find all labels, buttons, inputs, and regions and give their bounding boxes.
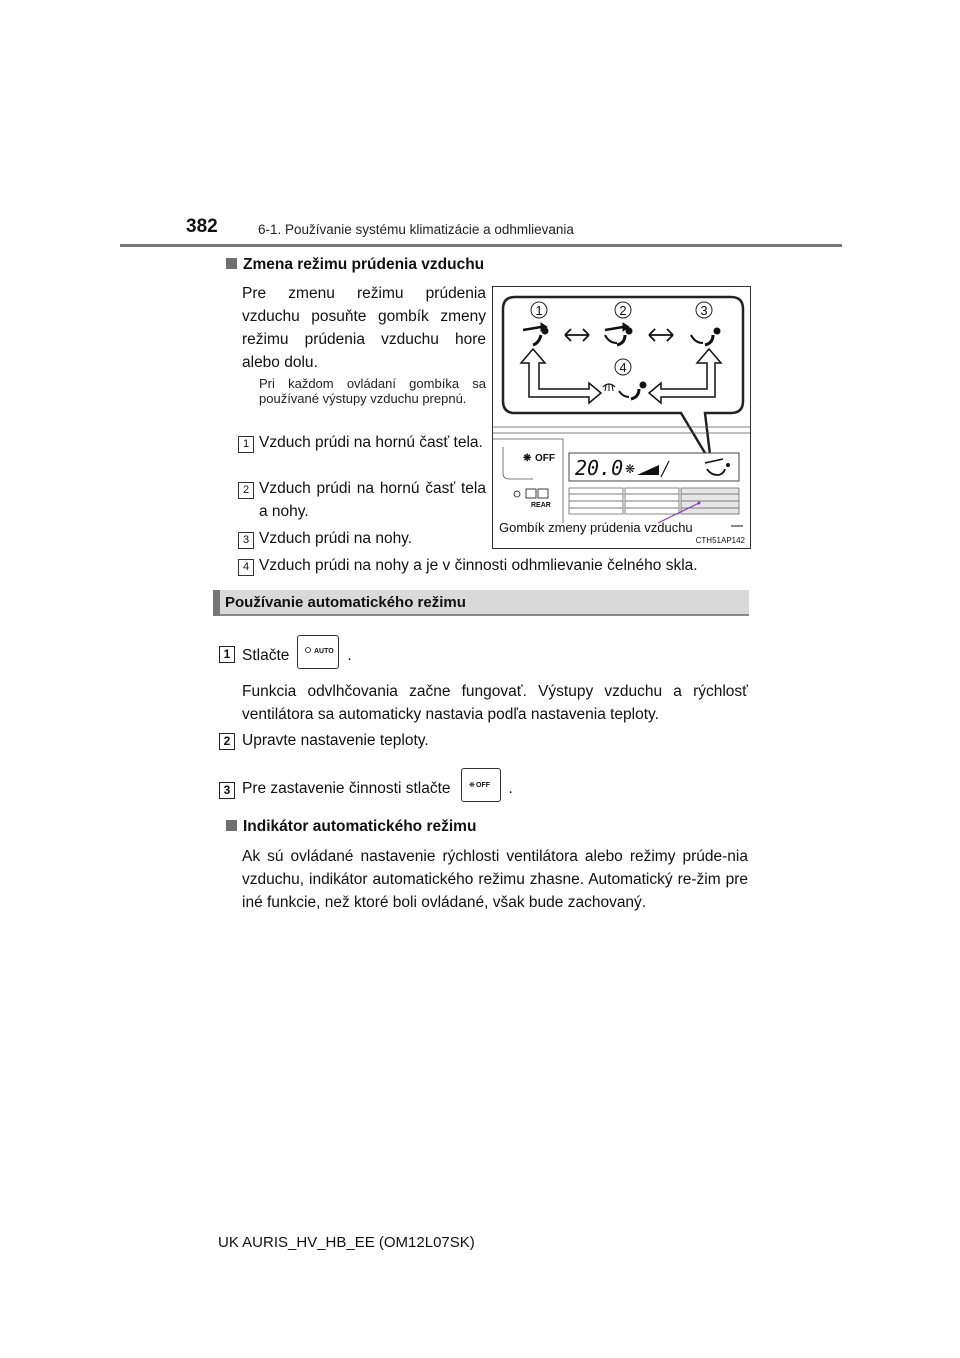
callout-2: 2: [619, 303, 627, 318]
knob-pointer-dot: [698, 502, 701, 505]
airflow-heading: Zmena režimu prúdenia vzduchu: [226, 256, 484, 274]
step-1-description: Funkcia odvlhčovania začne fungovať. Výstupy vzduchu a rýchlosť ventilátora sa automaticky nastavia podľa nastavenia teploty.: [242, 683, 748, 723]
heading-square-icon: [226, 258, 237, 269]
svg-text:❋: ❋: [523, 453, 532, 464]
section-bar: [213, 590, 749, 616]
heading-square-icon: [226, 820, 237, 831]
auto-button-svg: [298, 636, 338, 668]
callout-1: 1: [535, 303, 543, 318]
auto-button-label: AUTO: [314, 647, 335, 655]
indicator-heading: Indikátor automatického režimu: [226, 818, 476, 836]
item-number: 3: [238, 532, 254, 549]
figure-code: CTH51AP142: [695, 536, 745, 545]
item-number: 1: [238, 436, 254, 453]
step-3-line: Pre zastavenie činnosti stlačte ❋ OFF .: [242, 777, 513, 800]
svg-text:❋: ❋: [625, 462, 636, 476]
airflow-intro: Pre zmenu režimu prúdenia vzduchu posuňte gombík zmeny režimu prúdenia vzduchu hore alebo dolu.: [242, 285, 486, 371]
rear-label: REAR: [531, 502, 551, 509]
airflow-item-3: Vzduch prúdi na nohy.: [259, 530, 413, 547]
header-rule: [120, 244, 842, 247]
rear-defog-button: [514, 489, 551, 509]
section-bar-edge: [213, 590, 220, 616]
knob-label: Gombík zmeny prúdenia vzduchu: [499, 520, 693, 535]
display-temperature: 20.0: [575, 456, 624, 480]
fan-glyph-icon: ❋: [468, 780, 475, 789]
page-number: 382: [186, 216, 218, 237]
fan-off-button: [523, 453, 555, 464]
chapter-title: 6-1. Používanie systému klimatizácie a odhmlievania: [258, 222, 574, 237]
fan-off-button-svg: [462, 769, 500, 801]
footer-model-code: UK AURIS_HV_HB_EE (OM12L07SK): [218, 1234, 475, 1251]
callout-3: 3: [700, 303, 708, 318]
fan-off-button-icon: [461, 768, 501, 802]
fan-off-label: OFF: [535, 453, 555, 464]
airflow-item-1: Vzduch prúdi na hornú časť tela.: [259, 434, 483, 451]
airflow-item-2: Vzduch prúdi na hornú časť tela a nohy.: [259, 480, 486, 520]
step-1-line: Stlačte AUTO .: [242, 644, 352, 667]
auto-button-icon: [297, 635, 339, 669]
airflow-item-4: Vzduch prúdi na nohy a je v činnosti odhmlievanie čelného skla.: [259, 557, 698, 574]
section-title: Používanie automatického režimu: [225, 594, 466, 611]
callout-4: 4: [619, 360, 627, 375]
step-number: 2: [219, 733, 235, 750]
airflow-note: Pri každom ovládaní gombíka sa používané výstupy vzduchu prepnú.: [259, 376, 486, 406]
item-number: 4: [238, 559, 254, 576]
airflow-diagram-svg: [493, 287, 750, 548]
step-number: 3: [219, 782, 235, 799]
step-number: 1: [219, 646, 235, 663]
step-2-text: Upravte nastavenie teploty.: [242, 732, 429, 749]
airflow-diagram: [492, 286, 751, 549]
airflow-knob-slots: [569, 488, 739, 514]
off-button-label: OFF: [475, 781, 490, 789]
item-number: 2: [238, 482, 254, 499]
indicator-text: Ak sú ovládané nastavenie rýchlosti ventilátora alebo režimy prúde-nia vzduchu, indikátor automatického režimu zhasne. Automatický re-žim pre iné funkcie, než ktoré boli ovládané, však bude zachovaný.: [242, 848, 748, 911]
